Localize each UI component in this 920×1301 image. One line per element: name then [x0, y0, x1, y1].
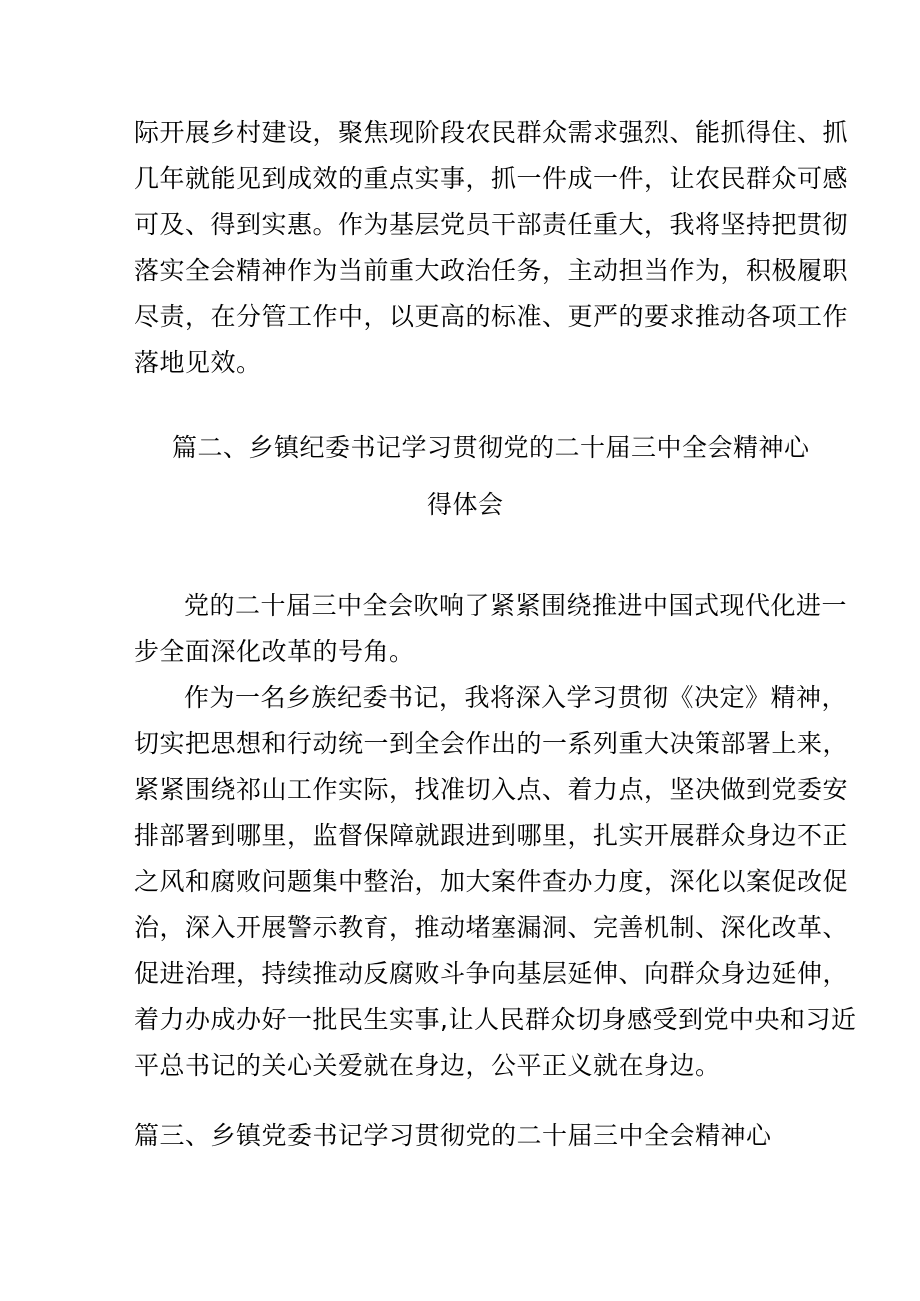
- text-line: 党的二十届三中全会吹响了紧紧围绕推进中国式现代化进一: [184, 591, 848, 620]
- text-line: 几年就能见到成效的重点实事，抓一件成一件，让农民群众可感: [134, 164, 849, 193]
- text-line: 际开展乡村建设，聚焦现阶段农民群众需求强烈、能抓得住、抓: [134, 118, 849, 147]
- text-line: 紧紧围绕祁山工作实际，找准切入点、着力点，坚决做到党委安: [134, 775, 849, 804]
- text-line: 落地见效。: [134, 348, 262, 377]
- section-2-heading: 篇二、乡镇纪委书记学习贯彻党的二十届三中全会精神心: [172, 433, 810, 462]
- text-line: 尽责，在分管工作中，以更高的标准、更严的要求推动各项工作: [134, 302, 849, 331]
- text-line: 治，深入开展警示教育，推动堵塞漏洞、完善机制、深化改革、: [134, 913, 849, 942]
- text-line: 步全面深化改革的号角。: [134, 637, 415, 666]
- text-line: 之风和腐败问题集中整治，加大案件查办力度，深化以案促改促: [134, 867, 849, 896]
- text-line: 落实全会精神作为当前重大政治任务，主动担当作为，积极履职: [134, 256, 849, 285]
- text-line: 着力办成办好一批民生实事,让人民群众切身感受到党中央和习近: [134, 1005, 857, 1034]
- text-line: 切实把思想和行动统一到全会作出的一系列重大决策部署上来，: [134, 729, 849, 758]
- section-3-heading: 篇三、乡镇党委书记学习贯彻党的二十届三中全会精神心: [134, 1121, 772, 1150]
- text-line: 促进治理，持续推动反腐败斗争向基层延伸、向群众身边延伸，: [134, 959, 849, 988]
- paragraph-discipline-secretary: [134, 583, 857, 1089]
- text-line: 排部署到哪里，监督保障就跟进到哪里，扎实开展群众身边不正: [134, 821, 849, 850]
- paragraph-rural-construction: [134, 110, 849, 386]
- section-2-heading-continued: 得体会: [427, 490, 504, 519]
- text-line: 平总书记的关心关爱就在身边，公平正义就在身边。: [134, 1051, 721, 1080]
- text-line: 作为一名乡族纪委书记，我将深入学习贯彻《决定》精神，: [184, 683, 848, 712]
- text-line: 可及、得到实惠。作为基层党员干部责任重大，我将坚持把贯彻: [134, 210, 849, 239]
